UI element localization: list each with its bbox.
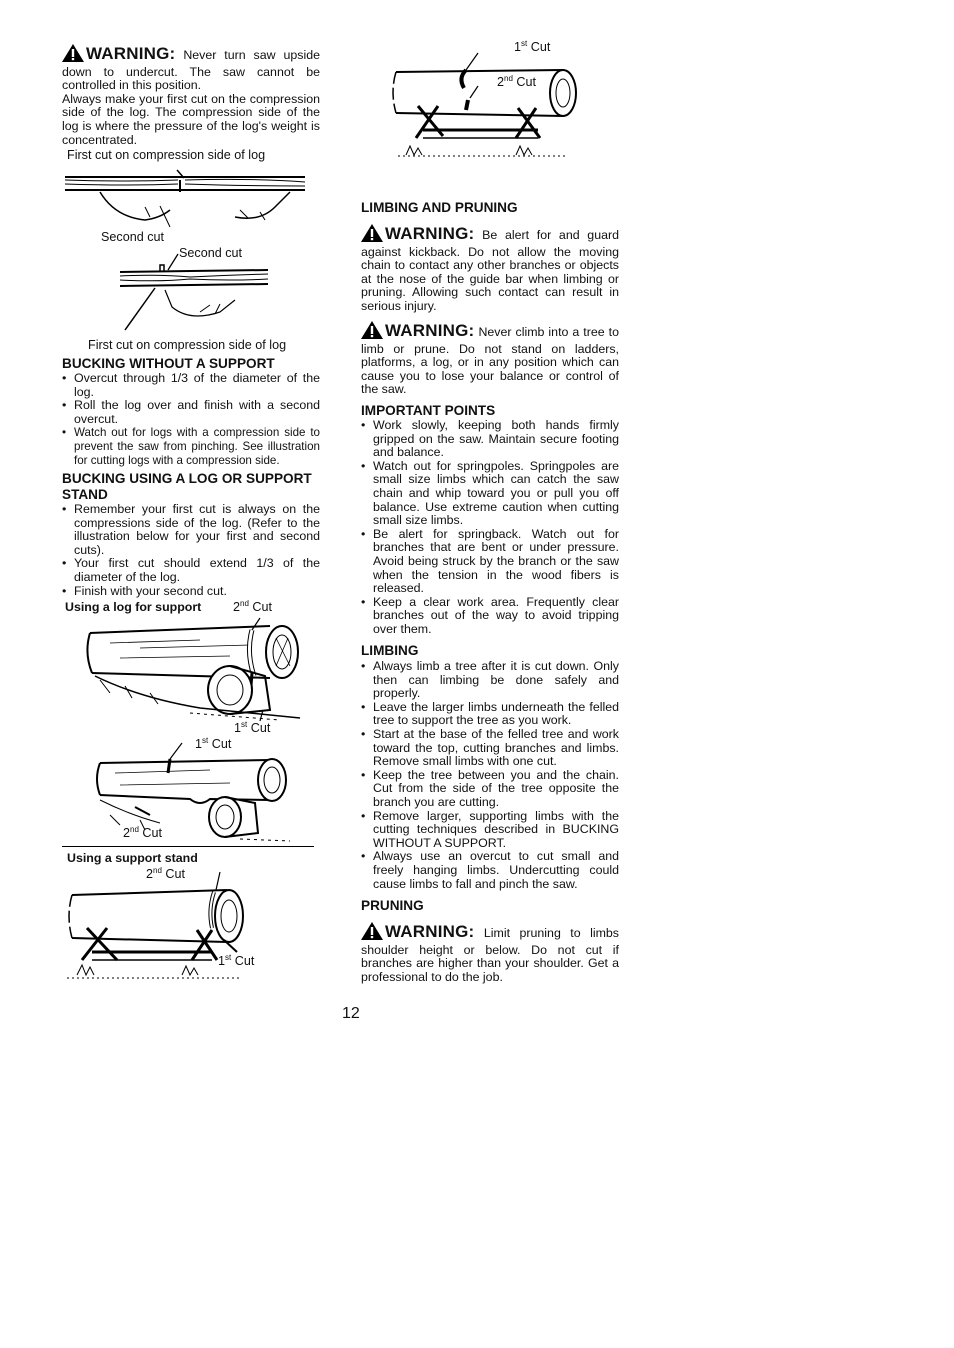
fig1-label-second-cut-1: Second cut: [101, 230, 165, 244]
label-2nd-cut-b: 2nd Cut: [123, 825, 163, 840]
page-number: 12: [342, 1005, 360, 1022]
list-item: • Remember your first cut is always on the compressions side of the log. (Refer to the illustration below for your first and second cuts).: [62, 503, 320, 557]
list-item: • Watch out for springpoles. Springpoles are small size limbs which can catch the saw chain and whip toward you or pull you off balance. Use extreme caution when cutting small size limbs.: [361, 460, 619, 528]
list-item: • Work slowly, keeping both hands firmly gripped on the saw. Maintain secure footing and balance.: [361, 419, 619, 460]
section-limbing: LIMBING: [361, 643, 419, 658]
label-2nd-cut-a: 2nd Cut: [233, 599, 273, 614]
top-fig-label-1st-cut: 1st Cut: [514, 39, 551, 54]
section-limbing-pruning: LIMBING AND PRUNING: [361, 200, 518, 215]
figure-divider: [62, 846, 314, 847]
support-stand-illustration: [62, 880, 255, 985]
warning-kickback: [361, 224, 619, 314]
warning-pruning: [361, 922, 619, 984]
list-item: • Overcut through 1/3 of the diameter of the log.: [62, 372, 320, 399]
warning-triangle-icon: [62, 44, 84, 66]
label-1st-cut-a: 1st Cut: [234, 720, 271, 735]
label-1st-cut-c: 1st Cut: [218, 953, 255, 968]
label-using-log-support: Using a log for support: [65, 600, 202, 614]
list-item: • Start at the base of the felled tree and work toward the top, cutting branches and limbs. Remove small limbs with one cut.: [361, 728, 619, 769]
warning-never-climb: [361, 321, 619, 397]
list-item: • Leave the larger limbs underneath the felled tree to support the tree as you work.: [361, 701, 619, 728]
warning-text: Limit pruning to limbs shoulder height or below. Do not cut if branches are higher than your shoulder. Get a professional to do the job.: [361, 926, 619, 984]
warning-label: WARNING:: [385, 224, 475, 243]
support-stand-top-illustration: [388, 58, 578, 163]
warning-never-turn-saw: [62, 44, 320, 93]
list-item: • Be alert for springback. Watch out for branches that are bent or under pressure. Avoid being struck by the branch or the saw when the tension in the wood fibers is released.: [361, 528, 619, 596]
list-item: • Keep the tree between you and the chain. Cut from the side of the tree opposite the branch you are cutting.: [361, 769, 619, 810]
warning-text: Never turn saw upside down to undercut. The saw cannot be controlled in this position.: [62, 48, 320, 93]
fig1-label-bottom: First cut on compression side of log: [88, 338, 287, 352]
left-column: [62, 44, 320, 147]
list-item: • Keep a clear work area. Frequently clear branches out of the way to avoid tripping over them.: [361, 596, 619, 637]
list-item: • Remove larger, supporting limbs with the cutting techniques described in BUCKING WITHOUT A SUPPORT.: [361, 810, 619, 851]
warning-text: Be alert for and guard against kickback. Do not allow the moving chain to contact any other branches or objects at the nose of the guide bar when limbing or pruning. Allowing such contact can result in serious injury.: [361, 228, 619, 313]
log-support-illustration-a: [80, 618, 310, 728]
section-bucking-without-support: BUCKING WITHOUT A SUPPORT: [62, 356, 275, 371]
warning-text: Never climb into a tree to limb or prune. Do not stand on ladders, platforms, a log, or in any position which can cause you to lose your balance or control of the saw.: [361, 325, 619, 397]
section-important-points: IMPORTANT POINTS: [361, 403, 496, 418]
bucking-using-list: [62, 503, 320, 598]
compression-paragraph: Always make your first cut on the compression side of the log. The compression side of the log is where the pressure of the log's weight is concentrated.: [62, 91, 320, 147]
warning-triangle-icon: [361, 321, 383, 343]
top-fig-label-2nd-cut: 2nd Cut: [497, 74, 537, 89]
warning-label: WARNING:: [385, 922, 475, 941]
warning-label: WARNING:: [86, 44, 176, 63]
warning-triangle-icon: [361, 922, 383, 944]
list-item: • Your first cut should extend 1/3 of the diameter of the log.: [62, 557, 320, 584]
limbing-list: [361, 660, 619, 891]
list-item: • Always use an overcut to cut small and freely hanging limbs. Undercutting could cause limbs to fall and pinch the saw.: [361, 850, 619, 891]
list-item: • Finish with your second cut.: [62, 585, 320, 599]
label-1st-cut-b: 1st Cut: [195, 736, 232, 751]
list-item: • Roll the log over and finish with a second overcut.: [62, 399, 320, 426]
fig1-label-top: First cut on compression side of log: [67, 148, 266, 162]
label-2nd-cut-c: 2nd Cut: [146, 866, 186, 881]
important-points-list: [361, 419, 619, 637]
log-support-illustration-b: [90, 745, 295, 840]
bucking-without-list: [62, 372, 320, 467]
warning-triangle-icon: [361, 224, 383, 246]
section-bucking-using-log: BUCKING USING A LOG OR SUPPORT STAND: [62, 471, 312, 502]
section-pruning: PRUNING: [361, 898, 424, 913]
fig1-label-second-cut-2: Second cut: [179, 246, 243, 260]
compression-log-illustration: [60, 162, 320, 337]
list-item: • Always limb a tree after it is cut down. Only then can limbing be done safely and properly.: [361, 660, 619, 701]
label-using-support-stand: Using a support stand: [67, 851, 198, 865]
warning-label: WARNING:: [385, 321, 475, 340]
list-item: • Watch out for logs with a compression side to prevent the saw from pinching. See illustration for cutting logs with a compression side.: [62, 426, 320, 467]
